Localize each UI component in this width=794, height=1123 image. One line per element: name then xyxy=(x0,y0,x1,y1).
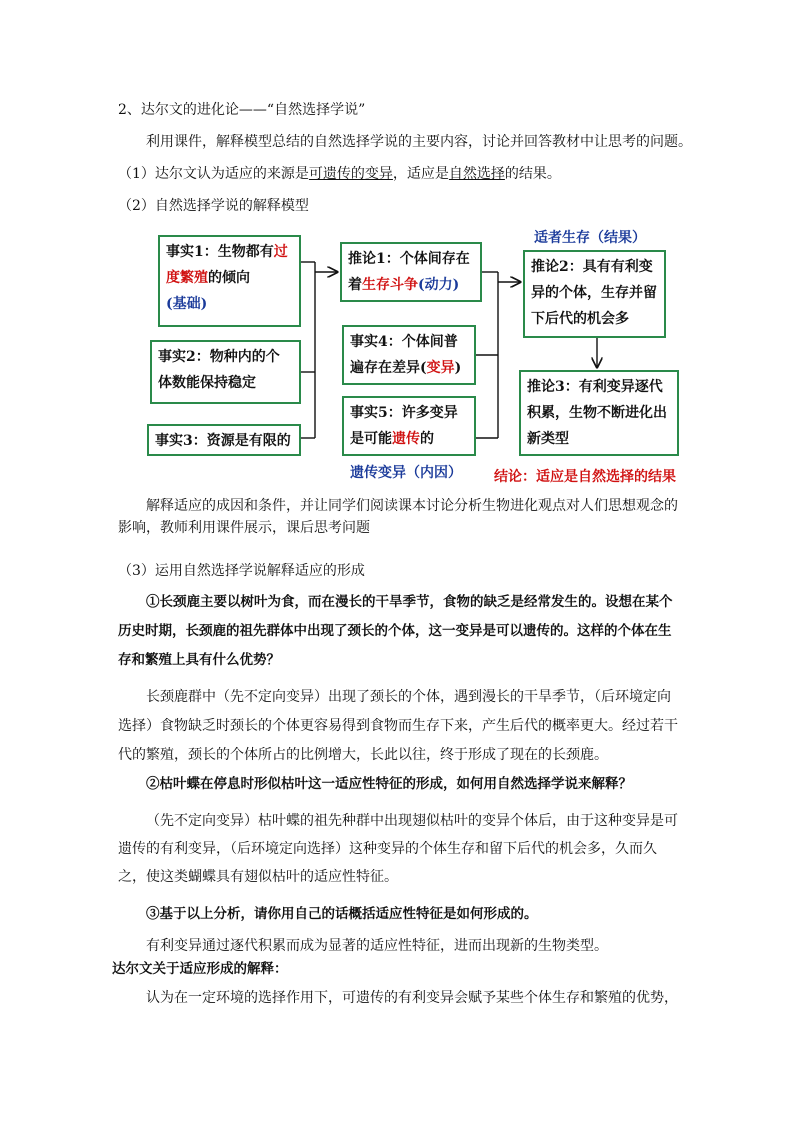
fact-2-box: 事实2：物种内的个体数能保持稳定 xyxy=(150,340,301,404)
fact-1-text-b: 的倾向 xyxy=(208,270,250,286)
item-3: （3）运用自然选择学说解释适应的形成 xyxy=(118,563,365,579)
fact-1-text: 事实1：生物都有 xyxy=(166,244,274,260)
conclusion-label: 结论：适应是自然选择的结果 xyxy=(494,469,676,485)
item-1-underline-2: 自然选择 xyxy=(448,166,505,182)
answer-2: （先不定向变异）枯叶蝶的祖先种群中出现翅似枯叶的变异个体后，由于这种变异是可遗传的有利变异，（后环境定向选择）这种变异的个体生存和留下后代的机会多，久而久之，使这类蝴蝶具有翅似枯叶的适应性特征。 xyxy=(118,813,678,885)
darwin-title: 达尔文关于适应形成的解释： xyxy=(112,961,288,977)
fact-4-red: 变异 xyxy=(426,360,455,376)
item-1-mid: ，适应是 xyxy=(392,166,449,182)
darwin-text: 认为在一定环境的选择作用下，可遗传的有利变异会赋予某些个体生存和繁殖的优势， xyxy=(146,990,678,1006)
answer-1: 长颈鹿群中（先不定向变异）出现了颈长的个体，遇到漫长的干旱季节，（后环境定向选择）食物缺乏时颈长的个体更容易得到食物而生存下来，产生后代的概率更大。经过若干代的繁殖，颈长的个体所占的比例增大，长此以往，终于形成了现在的长颈鹿。 xyxy=(118,689,678,763)
inf-1-text: 推论1：个体间存在着 xyxy=(348,251,470,293)
inf-1-red: 生存斗争 xyxy=(362,277,418,293)
survival-label: 适者生存（结果） xyxy=(534,230,646,246)
inference-3-box: 推论3：有利变异逐代积累，生物不断进化出新类型 xyxy=(519,370,679,456)
answer-3: 有利变异通过逐代积累而成为显著的适应性特征，进而出现新的生物类型。 xyxy=(146,938,608,954)
question-3: ③基于以上分析，请你用自己的话概括适应性特征是如何形成的。 xyxy=(146,906,538,922)
inference-2-box: 推论2：具有有利变异的个体，生存并留下后代的机会多 xyxy=(523,250,666,338)
question-2: ②枯叶蝶在停息时形似枯叶这一适应性特征的形成，如何用自然选择学说来解释？ xyxy=(146,776,632,792)
fact-5-text-b: 的 xyxy=(420,431,434,447)
fact-1-red: 过度繁殖 xyxy=(166,244,288,286)
inf-1-blue: (动力) xyxy=(418,277,460,293)
fact-1-blue: (基础) xyxy=(166,296,208,312)
section-title: 2、达尔文的进化论——“自然选择学说” xyxy=(118,102,366,118)
heredity-label: 遗传变异（内因） xyxy=(350,465,462,481)
fact-5-text: 事实5：许多变异是可能 xyxy=(350,405,458,447)
intro-paragraph: 利用课件，解释模型总结的自然选择学说的主要内容，讨论并回答教材中让思考的问题。 xyxy=(146,134,692,150)
item-1-suffix: 的结果。 xyxy=(504,166,561,182)
item-1-underline-1: 可遗传的变异 xyxy=(308,166,393,182)
fact-4-text-b: ) xyxy=(454,360,462,376)
item-2: （2）自然选择学说的解释模型 xyxy=(118,198,309,214)
fact-5-red: 遗传 xyxy=(392,431,420,447)
item-1-prefix: （1）达尔文认为适应的来源是 xyxy=(118,166,309,182)
explain-paragraph: 解释适应的成因和条件，并让同学们阅读课本讨论分析生物进化观点对人们思想观念的影响，教师利用课件展示，课后思考问题 xyxy=(118,498,678,536)
question-1: ①长颈鹿主要以树叶为食，而在漫长的干旱季节，食物的缺乏是经常发生的。设想在某个历史时期，长颈鹿的祖先群体中出现了颈长的个体，这一变异是可以遗传的。这样的个体在生存和繁殖上具有什么优势？ xyxy=(118,594,673,668)
fact-3-box: 事实3：资源是有限的 xyxy=(147,424,301,456)
left-bracket xyxy=(301,262,337,438)
middle-bracket xyxy=(476,272,520,438)
fact-4-text: 事实4：个体间普遍存在差异( xyxy=(350,334,458,376)
